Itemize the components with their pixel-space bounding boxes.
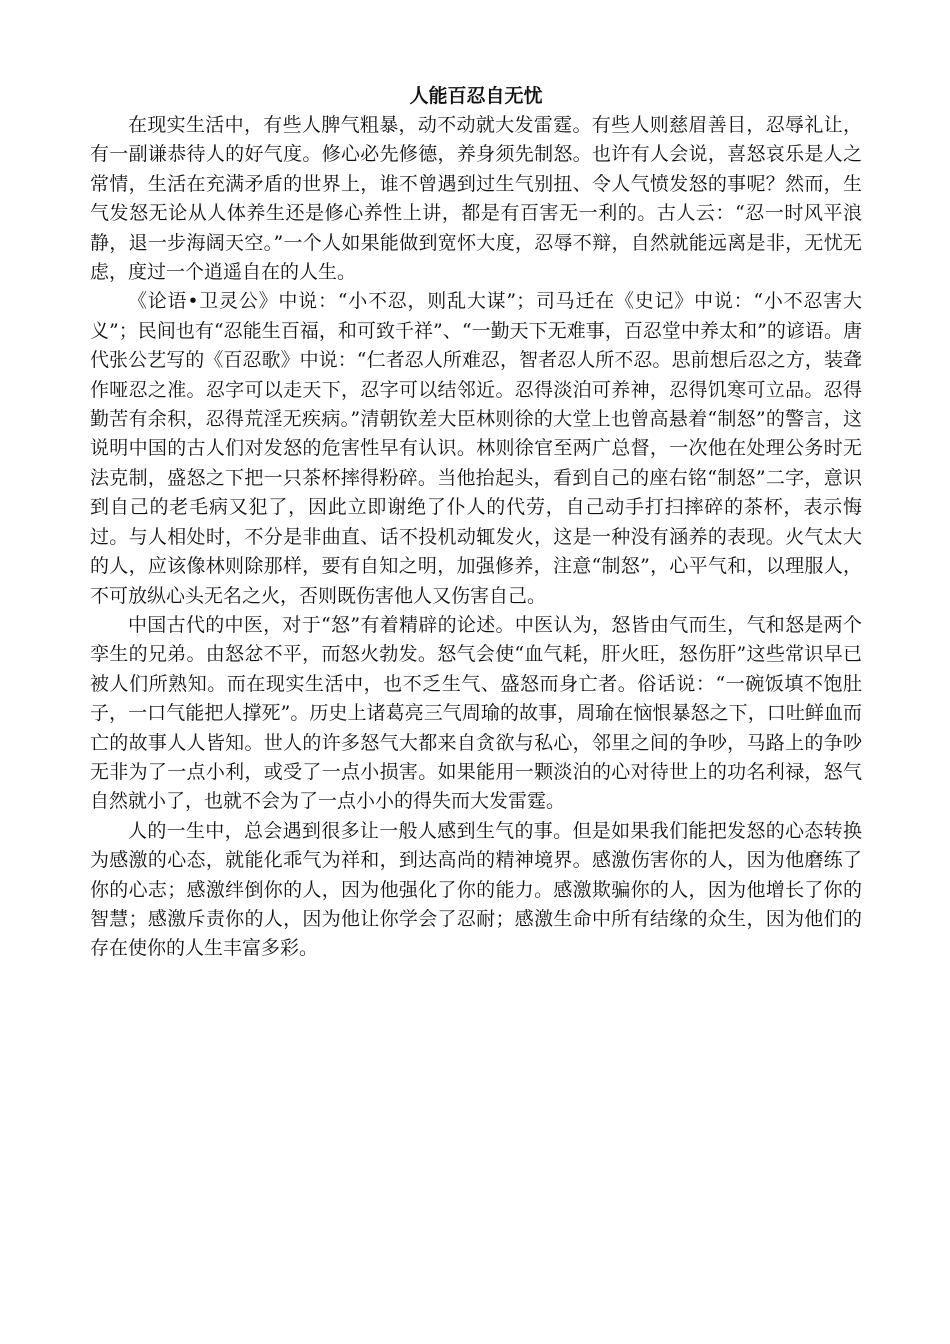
paragraph-1: 在现实生活中，有些人脾气粗暴，动不动就大发雷霆。有些人则慈眉善目，忍辱礼让，有一副谦恭待人的好气度。修心必先修德，养身须先制怒。也许有人会说，喜怒哀乐是人之常情，生活在充满矛盾的世界上，谁不曾遇到过生气别扭、令人气愤发怒的事呢？然而，生气发怒无论从人体养生还是修心养性上讲，都是有百害无一利的。古人云：“忍一时风平浪静，退一步海阔天空。”一个人如果能做到宽怀大度，忍辱不辩，自然就能远离是非，无忧无虑，度过一个逍遥自在的人生。 <box>90 114 862 284</box>
paragraph-3: 中国古代的中医，对于“怒”有着精辟的论述。中医认为，怒皆由气而生，气和怒是两个孪生的兄弟。由怒忿不平，而怒火勃发。怒气会使“血气耗，肝火旺，怒伤肝”这些常识早已被人们所熟知。而在现实生活中，也不乏生气、盛怒而身亡者。俗话说：“一碗饭填不饱肚子，一口气能把人撑死”。历史上诸葛亮三气周瑜的故事，周瑜在恼恨暴怒之下，口吐鲜血而亡的故事人人皆知。世人的许多怒气大都来自贪欲与私心，邻里之间的争吵，马路上的争吵无非为了一点小利，或受了一点小损害。如果能用一颗淡泊的心对待世上的功名利禄，怒气自然就小了，也就不会为了一点小小的得失而大发雷霆。 <box>90 613 862 813</box>
paragraph-4: 人的一生中，总会遇到很多让一般人感到生气的事。但是如果我们能把发怒的心态转换为感激的心态，就能化乖气为祥和，到达高尚的精神境界。感激伤害你的人，因为他磨练了你的心志；感激绊倒你的人，因为他强化了你的能力。感激欺骗你的人，因为他增长了你的智慧；感激斥责你的人，因为他让你学会了忍耐；感激生命中所有结缘的众生，因为他们的存在使你的人生丰富多彩。 <box>90 819 862 960</box>
document-title: 人能百忍自无忧 <box>409 85 543 107</box>
paragraph-2: 《论语•卫灵公》中说：“小不忍，则乱大谋”；司马迁在《史记》中说：“小不忍害大义”；民间也有“忍能生百福，和可致千祥”、“一勤天下无难事，百忍堂中养太和”的谚语。唐代张公艺写的《百忍歌》中说：“仁者忍人所难忍，智者忍人所不忍。思前想后忍之方，装聋作哑忍之准。忍字可以走天下，忍字可以结邻近。忍得淡泊可养神，忍得饥寒可立品。忍得勤苦有余积，忍得荒淫无疾病。”清朝钦差大臣林则徐的大堂上也曾高悬着“制怒”的警言，这说明中国的古人们对发怒的危害性早有认识。林则徐官至两广总督，一次他在处理公务时无法克制，盛怒之下把一只茶杯摔得粉碎。当他抬起头，看到自己的座右铭“制怒”二字，意识到自己的老毛病又犯了，因此立即谢绝了仆人的代劳，自己动手打扫摔碎的茶杯，表示悔过。与人相处时，不分是非曲直、话不投机动辄发火，这是一种没有涵养的表现。火气太大的人，应该像林则除那样，要有自知之明，加强修养，注意“制怒”，心平气和，以理服人，不可放纵心头无名之火，否则既伤害他人又伤害自己。 <box>90 290 862 607</box>
document-page <box>90 82 862 964</box>
